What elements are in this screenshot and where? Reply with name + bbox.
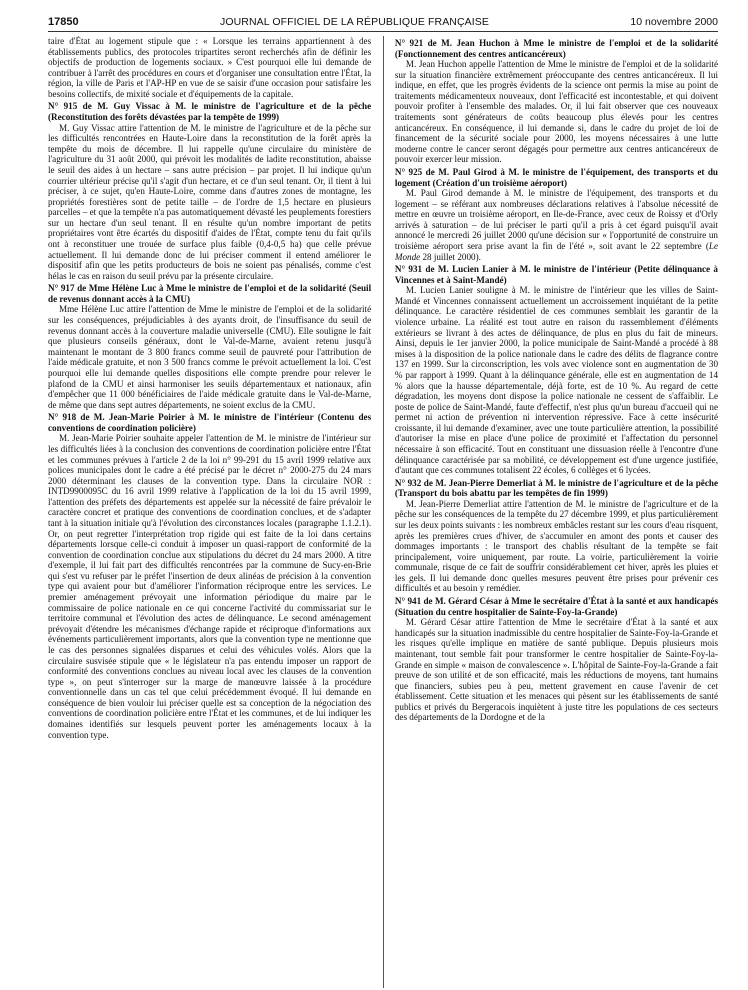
question-915-title: N° 915 de M. Guy Vissac à M. le ministre de l'agriculture et de la pêche (Reconstitution des forêts dévastées par la tempête de 1999) — [48, 101, 372, 123]
question-925-body — [395, 188, 718, 262]
question-921-body: M. Jean Huchon appelle l'attention de Mme le ministre de l'emploi et de la solidarité sur la situation financière extrêmement préoccupante des centres anticancéreux. Il lui indique, en effet, que les progrès évidents de la science ont permis la mise au point de traitements médicamenteux nouveaux, dont l'efficacité est incontestable, et qui doivent pouvoir profiter à l'ensemble des malades. Or, il lui fait observer que ces nouveaux traitements sont générateurs de coûts beaucoup plus élevés pour les centres anticancéreux. En conséquence, il lui demande si, dans le cadre du projet de loi de financement de la sécurité sociale pour 2000, les moyens nécessaires à une lutte moderne contre le cancer seront dégagés pour permettre aux centres anticancéreux de pouvoir exercer leur mission. — [394, 59, 718, 165]
right-column — [395, 36, 718, 988]
question-941-title: N° 941 de M. Gérard César à Mme le secrétaire d'État à la santé et aux handicapés (Situation du centre hospitalier de Sainte-Foy-la-Grande) — [394, 596, 718, 617]
question-918-body: M. Jean-Marie Poirier souhaite appeler l'attention de M. le ministre de l'intérieur sur les difficultés liées à la conclusion des conventions de coordination policière entre l'État et les communes prévues à l'article 2 de la loi n° 99-291 du 15 avril 1999 relative aux polices municipales dont le cadre a été précisé par le décret n° 2000-275 du 24 mars 2000 déterminant les clauses de la convention type. Dans la circulaire NOR : INTD9900095C du 16 avril 1999 relative à l'application de la loi du 15 avril 1999, l'attention des préfets des départements est appelée sur la nécessité de faire prévaloir le caractère concret et pratique des conventions de coordination conclues, et de s'adapter tant à la situation initiale qu'à l'évolution des circonstances locales (paragraphe 1.1.2.1). Or, on peut regretter l'interprétation trop rigide qui est faite de la loi dans certains départements lorsque celle-ci conduit à imposer un quasi-rapport de conformité de la convention de coordination conclue aux stipulations du décret du 24 mars 2000. A titre d'exemple, il lui fait part des difficultés rencontrées par la commune de Sucy-en-Brie qui s'est vu refuser par le préfet l'insertion de deux alinéas de précision à la convention type qui avaient pour but d'améliorer l'information réciproque entre les services. Le premier aménagement prévoyait une information périodique du maire par le commissaire de police nationale en ce qui concerne l'activité du commissariat sur le territoire communal et l'évolution des actes de délinquance. Le second aménagement prévoyait d'étendre les mécanismes d'échange rapide et réciproque d'informations aux événements particulièrement importants, alors que la convention type ne mentionne que le cas des personnes signalées disparues et celui des véhicules volés. Alors que la circulaire susvisée stipule que « le législateur n'a pas entendu imposer un rapport de conformité des conventions conclues au niveau local avec les clauses de la convention type », on peut s'interroger sur la marge de manœuvre laissée à la procédure conventionnelle dans un cas tel que celui précédemment évoqué. Il lui demande en conséquence de bien vouloir lui préciser quelle est sa conception de la négociation des conventions de coordination policière entre l'État et les communes, et de lui indiquer les domaines identifiés sur lesquels peuvent porter les aménagements locaux à la convention type. — [48, 433, 372, 740]
left-column — [48, 36, 371, 988]
question-932-body: M. Jean-Pierre Demerliat attire l'attention de M. le ministre de l'agriculture et de la pêche sur les conséquences de la tempête du 27 décembre 1999, et plus particulièrement sur les deux points suivants : les nombreux embâcles restant sur les cours d'eau risquent, après les premières crues d'hiver, de s'accumuler en amont des ponts et causer des dommages importants : le transport des chablis résultant de la tempête se fait principalement, voire uniquement, par route. La voirie, particulièrement la voirie communale, risque de ce fait de souffrir considérablement cet hiver, après les pluies et les gels. Il lui demande donc quelles mesures peuvent être prises pour prévenir ces difficultés et au besoin y remédier. — [394, 498, 718, 594]
question-918-title: N° 918 de M. Jean-Marie Poirier à M. le ministre de l'intérieur (Contenu des conventions de coordination policière) — [48, 412, 372, 433]
question-931-title: N° 931 de M. Lucien Lanier à M. le ministre de l'intérieur (Petite délinquance à Vincennes et à Saint-Mandé) — [394, 264, 718, 285]
continued-paragraph: taire d'État au logement stipule que : « Lorsque les terrains appartiennent à des établissements publics, des protocoles tripartites seront recherchés afin de définir les objectifs de production de logements sociaux. » C'est pourquoi elle lui demande de contribuer à l'arrêt des procédures en cours et d'organiser une consultation entre l'État, la région, la ville de Paris et l'AP-HP en vue de se saisir d'une occasion pour satisfaire les besoins collectifs, de mixité sociale et d'équipements de la capitale. — [48, 36, 372, 99]
question-931-body: M. Lucien Lanier souligne à M. le ministre de l'intérieur que les villes de Saint-Mandé et Vincennes connaissent actuellement un accroissement inquiétant de la petite délinquance. Le caractère résidentiel de ces communes semblait les garantir de la violence urbaine. La réalité est tout autre en raison du rassemblement d'éléments extérieurs se livrant à des actes de délinquance, de plus en plus du fait de mineurs. Ainsi, depuis le 1er janvier 2000, la police municipale de Saint-Mandé a procédé à 88 mises à la disposition de la police nationale dans le cadre des délits de flagrance contre 137 en 1999. Sur la circonscription, les vols avec violence sont en augmentation de 30 % par rapport à 1999. Quant à la délinquance générale, elle est en augmentation de 14 % alors que la hausse départementale, déjà forte, est de 10 %. Au regard de cette dégradation, les moyens dont dispose la police nationale ne cessent de s'affaiblir. Le poste de police de Saint-Mandé, faute d'effectif, n'est plus qu'un bureau d'accueil qui ne permet ni action de prévention ni intervention répressive. Face à cette insécurité croissante, il lui demande d'examiner, avec une toute particulière attention, la possibilité d'autoriser la mise en place d'une police de proximité et l'affectation du personnel nécessaire à son efficacité. Tout en constituant une dissuasion réelle à l'encontre d'une délinquance caractérisée par sa mobilité, ce développement est d'une urgence justifiée, d'autant que ces communes totalisent 22 écoles, 6 collèges et 6 lycées. — [394, 285, 718, 476]
two-column-body — [48, 36, 718, 988]
question-925-body-end: 28 juillet 2000). — [420, 251, 481, 262]
question-925-title: N° 925 de M. Paul Girod à M. le ministre de l'équipement, des transports et du logement (Création d'un troisième aéroport) — [394, 166, 718, 188]
question-917-body: Mme Hélène Luc attire l'attention de Mme le ministre de l'emploi et de la solidarité sur les conséquences, préjudiciables à des ayants droit, de l'insuffisance du seuil de revenus donnant accès à la couverture maladie universelle (CMU). Elle souligne le fait que plusieurs conseils généraux, dont le Val-de-Marne, avaient retenu jusqu'à maintenant le montant de 3 800 francs comme seuil de pauvreté pour l'attribution de l'aide médicale gratuite, et non 3 500 francs comme le prévoit actuellement la loi. C'est pourquoi elle lui demande quelles dispositions elle compte prendre pour relever le plafond de la CMU et ainsi harmoniser les seuils départementaux et nationaux, afin d'empêcher que 11 000 bénéficiaires de l'aide médicale gratuite dans le Val-de-Marne, de même que dans sept autres départements, ne soient exclus de la CMU. — [48, 304, 372, 410]
question-921-title: N° 921 de M. Jean Huchon à Mme le ministre de l'emploi et de la solidarité (Fonctionnement des centres anticancéreux) — [394, 38, 718, 59]
question-925-body-text: M. Paul Girod demande à M. le ministre de l'équipement, des transports et du logement – se référant aux nombreuses déclarations relatives à l'absolue nécessité de mettre en œuvre un troisième aéroport, en Ile-de-France, avec ceux de Roissy et d'Orly arrivés à saturation – de lui préciser le parti qu'il a pris à cet égard puisqu'il avait annoncé le mercredi 26 juillet 2000 qu'une décision sur « l'opportunité de construire un troisième aéroport sera prise avant la fin de l'été », soit avant le 22 septembre ( — [394, 188, 718, 251]
question-917-title: N° 917 de Mme Hélène Luc à Mme le ministre de l'emploi et de la solidarité (Seuil de revenus donnant accès à la CMU) — [48, 283, 372, 304]
question-932-title: N° 932 de M. Jean-Pierre Demerliat à M. le ministre de l'agriculture et de la pêche (Transport du bois abattu par les tempêtes de fin 1999) — [394, 477, 718, 499]
page-number: 17850 — [48, 16, 79, 28]
newspaper-reference: Le Monde — [394, 240, 718, 262]
journal-title: JOURNAL OFFICIEL DE LA RÉPUBLIQUE FRANÇAISE — [220, 16, 489, 28]
column-divider — [371, 36, 384, 988]
question-915-body: M. Guy Vissac attire l'attention de M. le ministre de l'agriculture et de la pêche sur les difficultés rencontrées en Haute-Loire dans la reconstitution de la forêt après la tempête du mois de décembre. Il lui rappelle qu'une circulaire du ministère de l'agriculture du 31 août 2000, qui prévoit les modalités de ladite reconstitution, abaisse le seuil des aides à un hectare – sans autre précision – par projet. Il lui indique qu'un courrier ultérieur précise qu'il s'agit d'un hectare, et ce d'un seul tenant. Or, il tient à lui préciser, à ce sujet, qu'en Haute-Loire, comme dans d'autres zones de montagne, les propriétés forestières sont de petite taille – de l'ordre de 1,5 hectare en plusieurs parcelles – et que la tempête n'a pas automatiquement dévasté les peuplements forestiers sur un hectare d'un seul tenant. Il en résulte qu'un nombre important de petits propriétaires vont être écartés du dispositif d'aides de l'État, compte tenu du fait qu'ils ont à reconstituer une trouée de surface plus faible (0,4-0,5 ha) que celle prévue actuellement. Il lui demande donc de lui préciser comment il entend améliorer le dispositif afin que les petits producteurs de bois ne soient pas pénalisés, comme c'est hélas le cas en raison du seuil prévu par la présente circulaire. — [48, 122, 372, 281]
publication-date: 10 novembre 2000 — [630, 16, 718, 28]
question-941-body: M. Gérard César attire l'attention de Mme le secrétaire d'État à la santé et aux handicapés sur la situation inadmissible du centre hospitalier de Sainte-Foy-la-Grande et les risques qu'elle implique en matière de santé publique. Depuis plusieurs mois maintenant, tout semble fait pour transformer le centre hospitalier de Sainte-Foy-la-Grande en simple « maison de convalescence ». L'hôpital de Sainte-Foy-la-Grande a fait preuve de son utilité et de son efficacité, mais les réductions de moyens, tant humains que financiers, subies peu à peu, mettent gravement en cause l'avenir de cet établissement. Cette situation et les menaces qui pèsent sur les établissements de santé publics et privés du Bergeracois inquiètent à juste titre les populations de ces secteurs des départements de la Dordogne et de la — [394, 617, 718, 723]
page-header — [48, 16, 718, 32]
